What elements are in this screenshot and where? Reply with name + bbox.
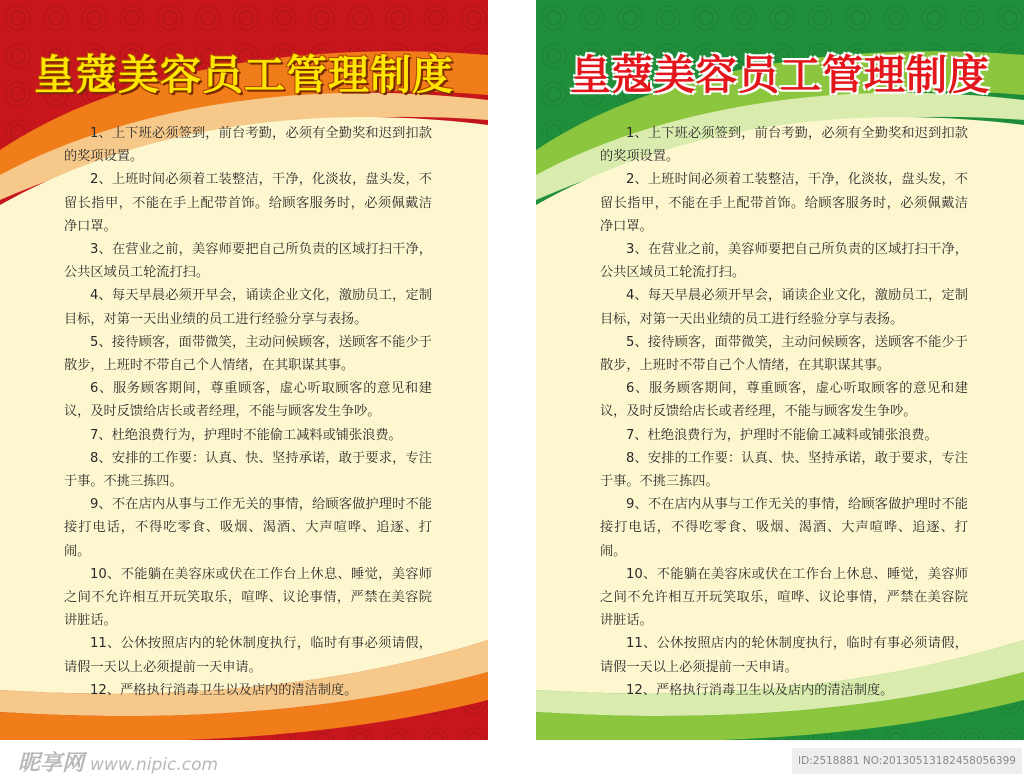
rule-item: 4、每天早晨必须开早会，诵读企业文化，激励员工，定制目标，对第一天出业绩的员工进行经验分享与表扬。 xyxy=(600,288,968,327)
rule-item: 2、上班时间必须着工装整洁，干净，化淡妆，盘头发，不留长指甲，不能在手上配带首饰。给顾客服务时，必须佩戴洁净口罩。 xyxy=(64,172,432,234)
rule-item: 5、接待顾客，面带微笑，主动问候顾客，送顾客不能少于散步，上班时不带自己个人情绪，在其职谋其事。 xyxy=(64,334,432,374)
rule-item: 1、上下班必须签到，前台考勤，必须有全勤奖和迟到扣款的奖项设置。 xyxy=(600,126,968,165)
poster-red xyxy=(0,0,488,740)
rule-item: 3、在营业之前，美容师要把自己所负责的区域打扫干净，公共区域员工轮流打扫。 xyxy=(64,242,432,281)
rule-item: 4、每天早晨必须开早会，诵读企业文化，激励员工，定制目标，对第一天出业绩的员工进行经验分享与表扬。 xyxy=(64,288,432,327)
rule-item: 12、严格执行消毒卫生以及店内的清洁制度。 xyxy=(626,682,894,698)
rule-item: 10、不能躺在美容床或伏在工作台上休息、睡觉，美容师之间不允许相互开玩笑取乐，喧哗、议论事情，严禁在美容院讲脏话。 xyxy=(600,566,968,629)
watermark xyxy=(18,746,218,780)
poster-green xyxy=(536,0,1024,740)
rule-item: 11、公休按照店内的轮休制度执行，临时有事必须请假，请假一天以上必须提前一天申请。 xyxy=(64,636,432,675)
poster-title: 皇蔻美容员工管理制度 xyxy=(570,51,990,99)
rule-item: 8、安排的工作要：认真、快、坚持承诺，敢于要求，专注于事。不挑三拣四。 xyxy=(64,450,432,490)
rule-item: 9、不在店内从事与工作无关的事情，给顾客做护理时不能接打电话，不得吃零食、吸烟、渴酒、大声喧哗、追逐、打闹。 xyxy=(64,497,432,559)
rule-item: 11、公休按照店内的轮休制度执行，临时有事必须请假，请假一天以上必须提前一天申请。 xyxy=(600,636,968,675)
rule-item: 3、在营业之前，美容师要把自己所负责的区域打扫干净，公共区域员工轮流打扫。 xyxy=(600,242,968,281)
watermark-url: www.nipic.com xyxy=(90,755,219,775)
rule-item: 7、杜绝浪费行为，护理时不能偷工减料或铺张浪费。 xyxy=(626,427,938,443)
rule-item: 7、杜绝浪费行为，护理时不能偷工减料或铺张浪费。 xyxy=(90,427,402,443)
rule-item: 12、严格执行消毒卫生以及店内的清洁制度。 xyxy=(90,682,358,698)
rules-list xyxy=(64,122,432,702)
rule-item: 6、服务顾客期间，尊重顾客，虚心听取顾客的意见和建议，及时反馈给店长或者经理，不能与顾客发生争吵。 xyxy=(64,381,432,420)
rules-list xyxy=(600,122,968,702)
rule-item: 5、接待顾客，面带微笑，主动问候顾客，送顾客不能少于散步，上班时不带自己个人情绪，在其职谋其事。 xyxy=(600,334,968,374)
rule-item: 10、不能躺在美容床或伏在工作台上休息、睡觉，美容师之间不允许相互开玩笑取乐，喧哗、议论事情，严禁在美容院讲脏话。 xyxy=(64,566,432,629)
rule-item: 2、上班时间必须着工装整洁，干净，化淡妆，盘头发，不留长指甲，不能在手上配带首饰。给顾客服务时，必须佩戴洁净口罩。 xyxy=(600,172,968,234)
image-id-label: ID:2518881 NO:20130513182458056399 xyxy=(792,748,1022,774)
watermark-brand: 昵享网 xyxy=(18,751,85,776)
poster-title: 皇蔻美容员工管理制度 xyxy=(34,51,454,99)
rule-item: 6、服务顾客期间，尊重顾客，虚心听取顾客的意见和建议，及时反馈给店长或者经理，不能与顾客发生争吵。 xyxy=(600,381,968,420)
rule-item: 1、上下班必须签到，前台考勤，必须有全勤奖和迟到扣款的奖项设置。 xyxy=(64,126,432,165)
rule-item: 9、不在店内从事与工作无关的事情，给顾客做护理时不能接打电话，不得吃零食、吸烟、渴酒、大声喧哗、追逐、打闹。 xyxy=(600,497,968,559)
rule-item: 8、安排的工作要：认真、快、坚持承诺，敢于要求，专注于事。不挑三拣四。 xyxy=(600,450,968,490)
